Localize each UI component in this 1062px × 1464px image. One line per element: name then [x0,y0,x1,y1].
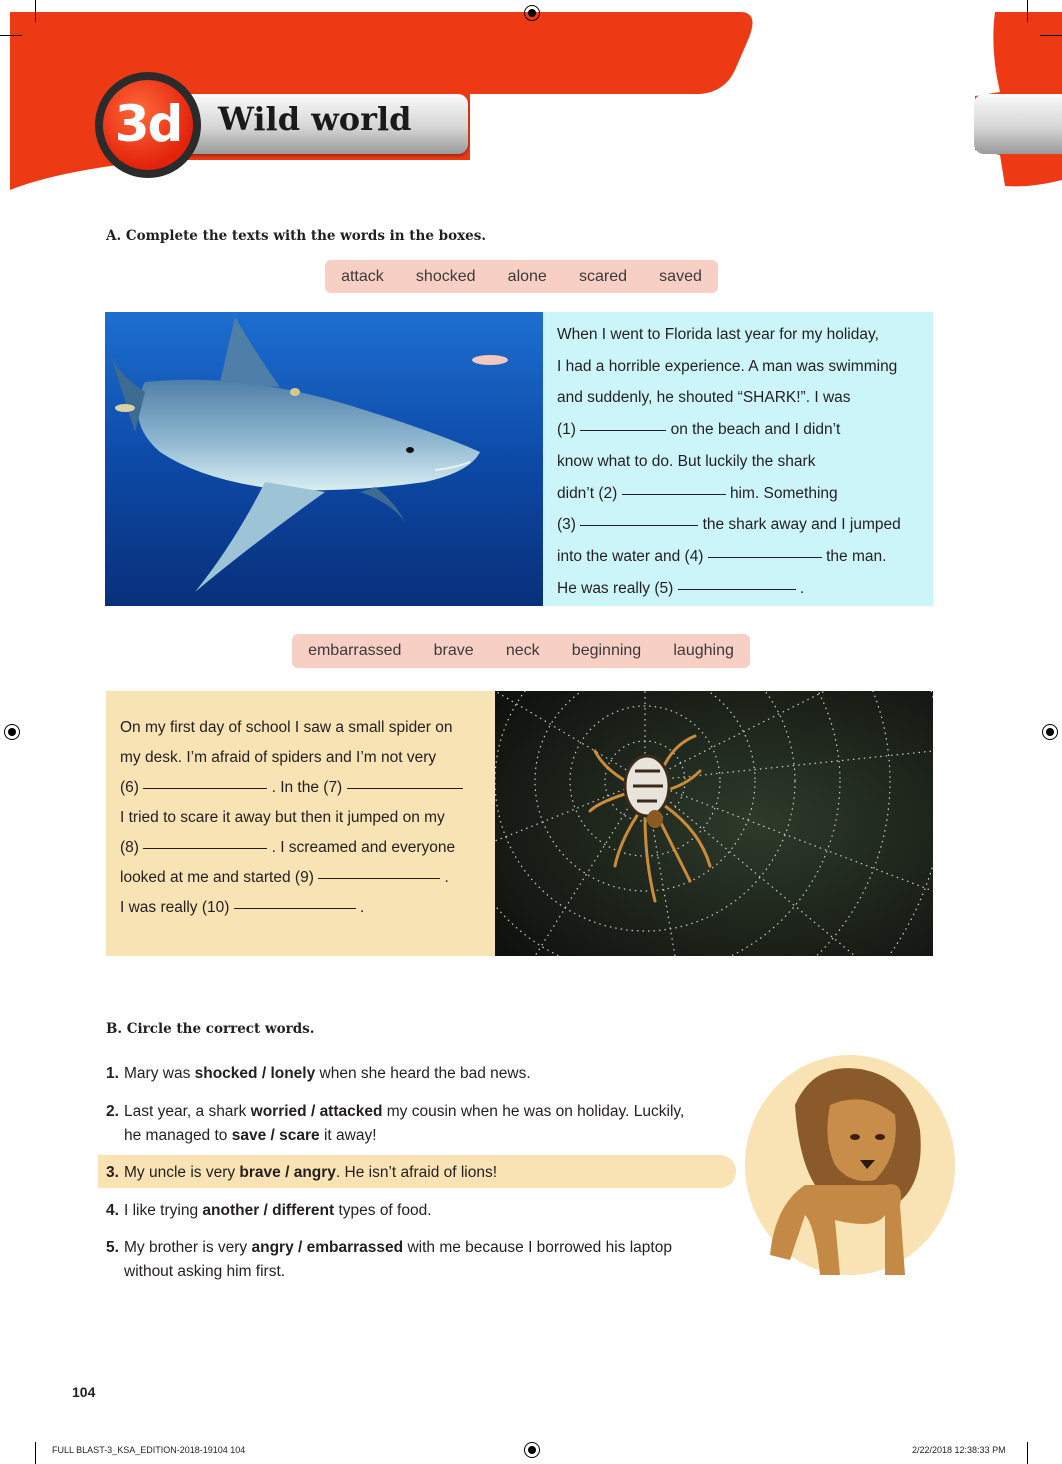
word-box-item: alone [507,267,547,285]
item-text: types of food. [334,1202,432,1219]
text-2-line: I tried to scare it away but then it jumped on my [120,809,445,826]
text-2-line: On my first day of school I saw a small spider on [120,719,453,736]
registration-mark-icon [524,5,540,21]
choice-option[interactable]: attacked [319,1103,383,1120]
section-a-instruction: A. Complete the texts with the words in the boxes. [106,228,487,244]
unit-badge: 3d [103,80,193,170]
choice-separator: / [306,1103,320,1120]
choice-option[interactable]: different [272,1202,335,1219]
blank-3[interactable] [580,524,698,526]
item-text: Mary was [124,1065,195,1082]
text-2-line: I was really (10) [120,899,230,916]
item-text: My uncle is very [124,1164,240,1181]
blank-label: (3) [557,516,576,534]
exercise-item [106,1161,684,1199]
choice-option[interactable]: another [202,1202,260,1219]
crop-mark [0,35,22,36]
exercise-item [106,1236,684,1284]
item-text: I like trying [124,1202,203,1219]
registration-mark-icon [4,724,20,740]
text-2-line: . In the (7) [271,779,343,796]
word-box-item: beginning [571,642,642,659]
text-1-line: him. Something [729,484,838,502]
choice-option[interactable]: embarrassed [306,1239,404,1256]
text-2-line: my desk. I’m afraid of spiders and I’m not very [120,749,437,766]
item-number: 2. [106,1103,119,1120]
item-number: 5. [106,1239,119,1256]
item-text: it away! [319,1127,377,1144]
choice-option[interactable]: save [231,1127,267,1144]
item-text: he managed to [124,1127,232,1144]
item-number: 4. [106,1202,119,1219]
word-box-item: neck [505,642,540,659]
registration-mark-icon [1042,724,1058,740]
exercise-item [106,1199,684,1236]
item-text: . He isn’t afraid of lions! [335,1164,498,1181]
text-2-panel [106,691,495,956]
blank-label: (6) [120,779,139,796]
item-text: with me because I borrowed his laptop [403,1239,672,1256]
blank-4[interactable] [708,556,822,558]
blank-6[interactable] [143,787,267,789]
blank-1[interactable] [580,429,666,431]
text-1-line: know what to do. But luckily the shark [557,452,816,470]
crop-mark [35,1442,36,1464]
blank-label: (1) [557,421,576,439]
blank-2[interactable] [622,493,726,495]
item-text: my cousin when he was on holiday. Luckily, [382,1103,685,1120]
page-title: Wild world [218,100,412,138]
choice-option[interactable]: worried [250,1103,307,1120]
page-number: 104 [72,1384,96,1400]
exercise-b-list [106,1062,684,1284]
choice-option[interactable]: angry [251,1239,294,1256]
header-right-tab [974,94,1062,154]
blank-8[interactable] [143,847,267,849]
blank-label: didn’t (2) [557,484,618,502]
text-2-line: . I screamed and everyone [271,839,456,856]
blank-5[interactable] [678,588,796,590]
choice-separator: / [259,1202,273,1219]
choice-option[interactable]: lonely [270,1065,316,1082]
text-1-line: the shark away and I jumped [702,516,901,534]
item-text: when she heard the bad news. [315,1065,531,1082]
word-box-item: laughing [673,642,734,659]
blank-label: into the water and (4) [557,547,704,565]
print-footer-file: FULL BLAST-3_KSA_EDITION-2018-19104 104 [52,1445,246,1455]
word-box-item: saved [659,267,702,285]
item-text: Last year, a shark [124,1103,251,1120]
word-box-item: shocked [415,267,476,285]
item-number: 1. [106,1065,119,1082]
text-2-line: . [360,899,365,916]
choice-option[interactable]: angry [293,1164,336,1181]
item-text: My brother is very [124,1239,252,1256]
item-text: without asking him first. [124,1263,286,1280]
exercise-item [106,1100,684,1161]
text-2-line: . [444,869,449,886]
choice-separator: / [266,1127,280,1144]
text-1-line: and suddenly, he shouted “SHARK!”. I was [557,389,851,407]
section-b-instruction: B. Circle the correct words. [106,1021,315,1037]
choice-option[interactable]: shocked [194,1065,258,1082]
registration-mark-icon [524,1442,540,1458]
item-number: 3. [106,1164,119,1181]
word-box-item: scared [578,267,628,285]
exercise-item [106,1062,684,1100]
choice-separator: / [293,1239,307,1256]
print-footer-date: 2/22/2018 12:38:33 PM [912,1445,1006,1455]
word-box-item: embarrassed [308,642,402,659]
crop-mark [35,0,36,22]
crop-mark [1040,35,1062,36]
choice-separator: / [280,1164,294,1181]
text-1-line: When I went to Florida last year for my holiday, [557,326,879,343]
choice-option[interactable]: scare [279,1127,320,1144]
text-1-line: on the beach and I didn’t [670,421,841,439]
blank-label: (8) [120,839,139,856]
word-box-2 [292,634,750,668]
lion-photo [735,1045,955,1285]
text-1-line: . [799,579,805,597]
shark-photo [105,312,543,606]
choice-option[interactable]: brave [239,1164,281,1181]
text-1-line: the man. [826,547,887,565]
spider-web-photo [495,691,933,956]
text-2-line: looked at me and started (9) [120,869,314,886]
blank-label: He was really (5) [557,579,674,597]
blank-10[interactable] [234,907,356,909]
text-1-line: I had a horrible experience. A man was swimming [557,357,898,375]
word-box-item: brave [433,642,474,659]
text-1-panel [543,312,933,606]
crop-mark [1027,0,1028,22]
word-box-item: attack [341,267,384,285]
word-box-1 [325,260,718,293]
blank-9[interactable] [318,877,440,879]
blank-7[interactable] [347,787,463,789]
choice-separator: / [257,1065,271,1082]
crop-mark [1027,1442,1028,1464]
